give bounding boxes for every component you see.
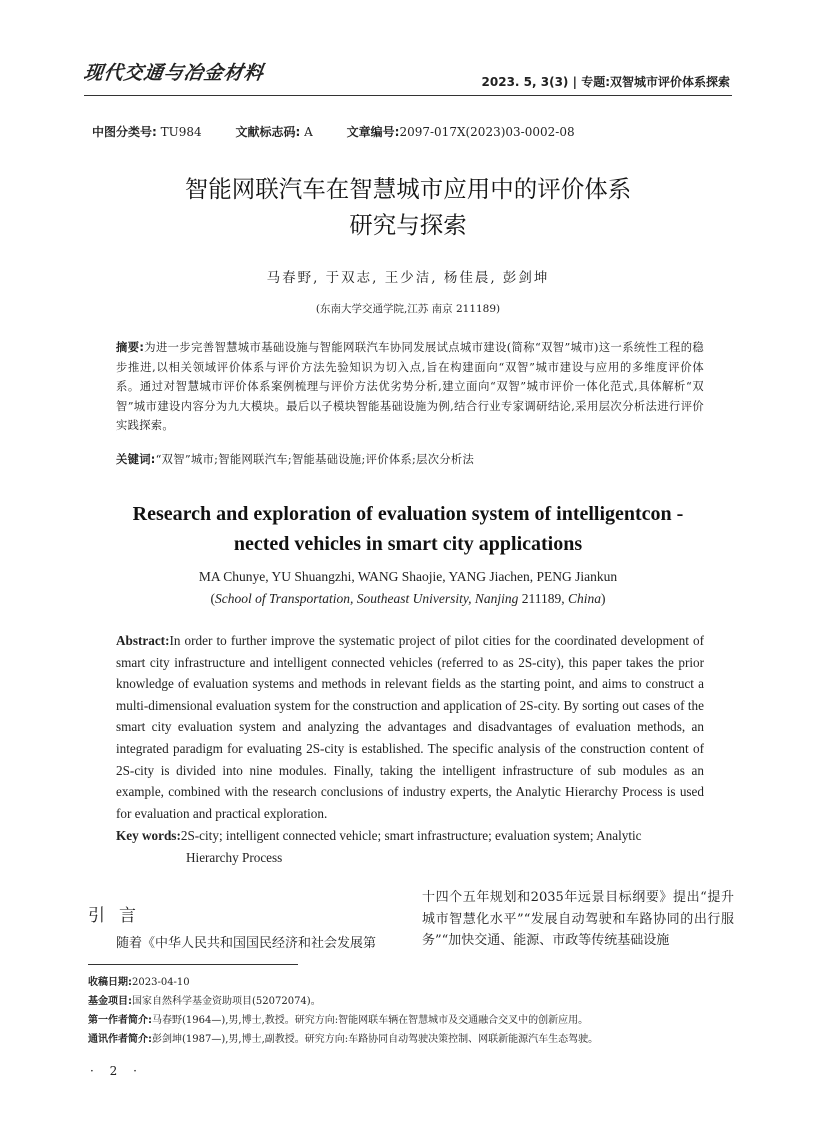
- chinese-authors: 马春野, 于双志, 王少洁, 杨佳晨, 彭剑坤: [266, 270, 550, 286]
- section-heading-introduction: 引言: [88, 906, 150, 926]
- english-title-line1: Research and exploration of evaluation system of intelligentcon -: [132, 503, 684, 525]
- english-abstract: [116, 630, 704, 824]
- chinese-keywords: [116, 451, 704, 467]
- footnote-divider: [88, 964, 298, 965]
- english-title: [100, 499, 716, 559]
- running-head-separator: |: [572, 75, 577, 89]
- english-keywords-label: Key words:: [116, 828, 181, 843]
- article-number: 文章编号:2097-017X(2023)03-0002-08: [346, 125, 575, 139]
- english-authors: MA Chunye, YU Shuangzhi, WANG Shaojie, YANG Jiachen, PENG Jiankun: [198, 569, 618, 584]
- clc-number: 中图分类号: TU984: [92, 125, 202, 139]
- english-title-line2: nected vehicles in smart city applications: [233, 533, 583, 555]
- body-text-left-column: 随着《中华人民共和国国民经济和社会发展第: [116, 936, 377, 951]
- chinese-title: [100, 171, 716, 243]
- chinese-affiliation: (东南大学交通学院,江苏 南京 211189): [315, 303, 501, 315]
- special-topic: 专题:双智城市评价体系探索: [581, 75, 730, 89]
- footnote-corresponding-author: 通讯作者简介:彭剑坤(1987—),男,博士,副教授。研究方向:车路协同自动驾驶决策控制、网联新能源汽车生态驾驶。: [88, 1034, 599, 1045]
- article-meta: [92, 123, 605, 140]
- english-keywords-line2: Hierarchy Process: [186, 849, 283, 865]
- chinese-abstract: [116, 338, 704, 436]
- english-keywords: [116, 825, 704, 868]
- footnotes: [88, 973, 738, 1049]
- chinese-keywords-label: 关键词:: [116, 453, 156, 466]
- running-head: [482, 73, 730, 90]
- footnote-received-date: 收稿日期:2023-04-10: [88, 977, 190, 988]
- chinese-title-line1: 智能网联汽车在智慧城市应用中的评价体系: [184, 175, 632, 203]
- issue-info: 2023. 5, 3(3): [481, 75, 569, 89]
- document-code: 文献标志码: A: [235, 125, 313, 139]
- header-divider: [84, 95, 732, 96]
- english-abstract-label: Abstract:: [116, 633, 170, 648]
- chinese-abstract-label: 摘要:: [116, 341, 145, 354]
- footnote-first-author: 第一作者简介:马春野(1964—),男,博士,教授。研究方向:智能网联车辆在智慧城市及交通融合交叉中的创新应用。: [88, 1015, 589, 1026]
- english-affiliation: (School of Transportation, Southeast University, Nanjing 211189, China): [210, 591, 606, 606]
- page-number: · 2 ·: [90, 1064, 143, 1078]
- body-text-right-column: 十四个五年规划和2035年远景目标纲要》提出“提升城市智慧化水平”“发展自动驾驶和车路协同的出行服务”“加快交通、能源、市政等传统基础设施: [422, 890, 734, 948]
- chinese-keywords-text: “双智”城市;智能网联汽车;智能基础设施;评价体系;层次分析法: [155, 453, 475, 466]
- chinese-title-line2: 研究与探索: [349, 211, 467, 239]
- footnote-funding: 基金项目:国家自然科学基金资助项目(52072074)。: [88, 996, 321, 1007]
- chinese-abstract-text: 为进一步完善智慧城市基础设施与智能网联汽车协同发展试点城市建设(简称“双智”城市)这一系统性工程的稳步推进,以相关领域评价体系与评价方法先验知识为切入点,旨在构建面向“双智”城市建设与应用的多维度评价体系。通过对智慧城市评价体系案例梳理与评价方法优劣势分析,建立面向“双智”城市评价一体化范式,具体解析“双智”城市建设内容分为九大模块。最后以子模块智能基础设施为例,结合行业专家调研结论,采用层次分析法进行评价实践探索。: [116, 341, 704, 432]
- english-keywords-line1: 2S-city; intelligent connected vehicle; smart infrastructure; evaluation system; Analytic: [180, 828, 642, 843]
- journal-logo: 现代交通与冶金材料: [82, 62, 266, 84]
- english-abstract-text: In order to further improve the systematic project of pilot cities for the coordinated development of smart city infrastructure and intelligent connected vehicles (referred to as 2S-city), this paper takes the prior knowledge of evaluation systems and methods in relevant fields as the starting point, and aims to construct a multi-dimensional evaluation system for the construction and application of 2S-city. By sorting out cases of the smart city evaluation system and analyzing the advantages and disadvantages of evaluation methods, an integrated paradigm for evaluating 2S-city is established. The specific analysis of the construction content of 2S-city is divided into nine modules. Finally, taking the intelligent infrastructure of sub modules as an example, combined with the research conclusions of industry experts, the Analytic Hierarchy Process is used for evaluation and practical exploration.: [116, 633, 704, 821]
